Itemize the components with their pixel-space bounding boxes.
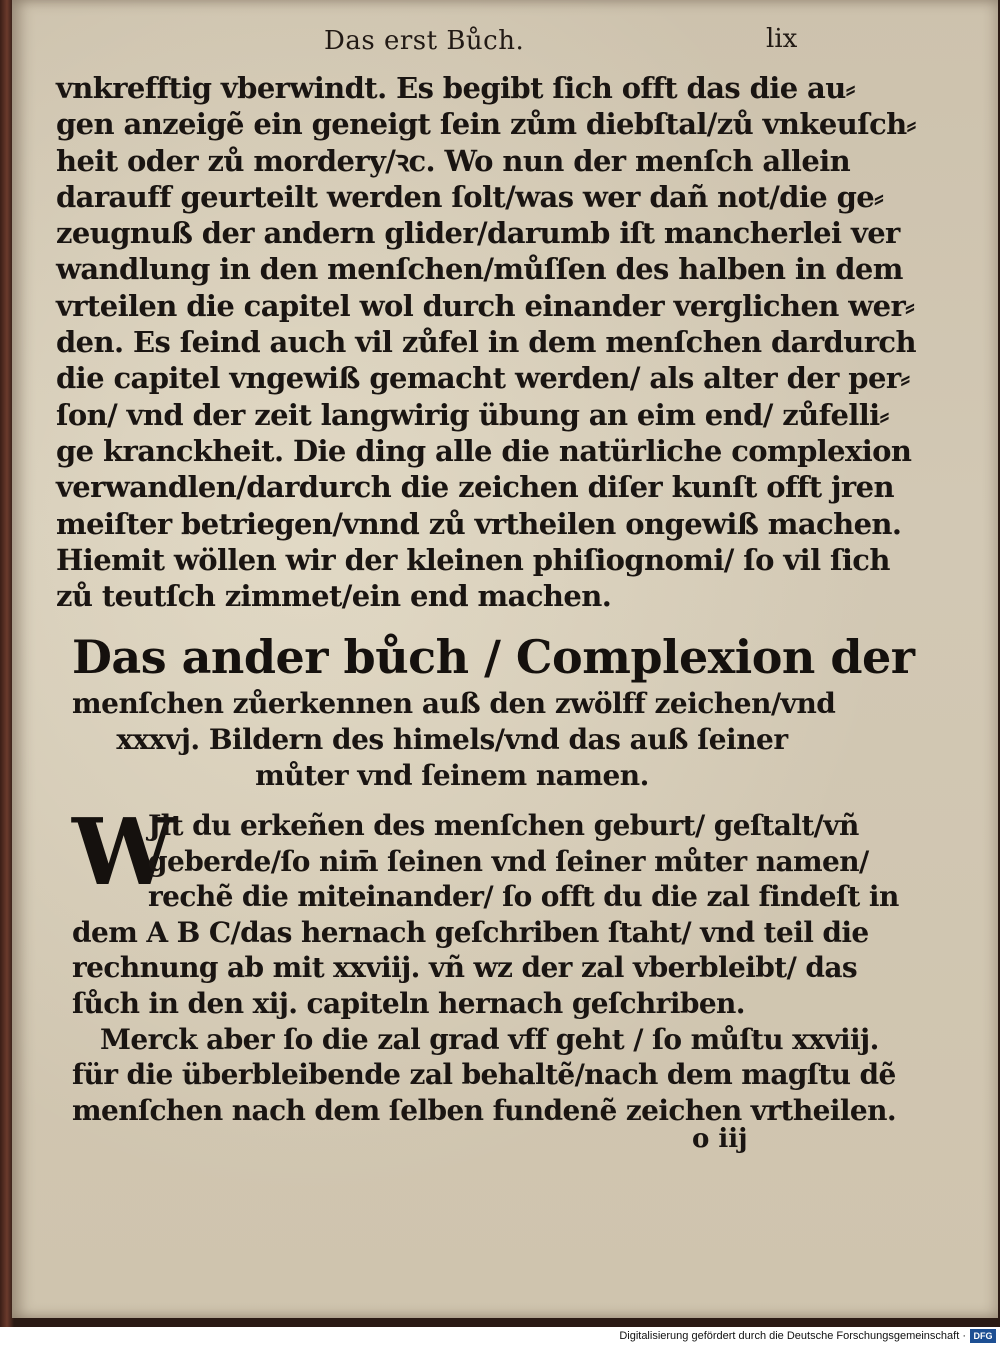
- dfg-logo-icon: DFG: [970, 1329, 996, 1343]
- subtitle-line: menſchen zůerkennen auß den zwölff zeichen/vnd: [72, 687, 836, 720]
- text-line: menſchen nach dem ſelben fundenẽ zeichen vrtheilen.: [72, 1093, 897, 1127]
- text-line: Hiemit wöllen wir der kleinen phiſiognomi/ ſo vil ſich: [56, 542, 890, 577]
- section-subtitle: [72, 686, 836, 794]
- page-header: [56, 20, 956, 60]
- text-line: vrteilen die capitel wol durch einander verglichen wer⸗: [56, 288, 915, 323]
- section-paragraph: [72, 798, 899, 1128]
- subtitle-line: můter vnd ſeinem namen.: [255, 759, 649, 792]
- text-line: vnkrefftig vberwindt. Es begibt ſich offt das die au⸗: [56, 71, 855, 105]
- text-line: gen anzeigẽ ein geneigt ſein zům diebſtal/zů vnkeuſch⸗: [56, 107, 916, 142]
- text-line: rechẽ die miteinander/ ſo offt du die zal findeſt in: [148, 880, 899, 914]
- text-line: die capitel vngewiß gemacht werden/ als alter der per⸗: [56, 361, 910, 396]
- text-line: rechnung ab mit xxviij. vñ wz der zal vberbleibt/ das: [72, 951, 858, 985]
- funding-credit: Digitalisierung gefördert durch die Deutsche Forschungsgemeinschaft ·: [619, 1330, 966, 1342]
- text-line: ſůch in den xij. capiteln hernach geſchriben.: [72, 986, 745, 1020]
- section-title: Das ander bůch / Complexion der: [72, 630, 915, 684]
- text-line: verwandlen/dardurch die zeichen diſer kunſt offt jren: [56, 470, 894, 505]
- text-line: Jlt du erkeñen des menſchen geburt/ geſtalt/vñ: [148, 809, 859, 842]
- text-line: meiſter betriegen/vnnd zů vrtheilen ongewiß machen.: [56, 506, 902, 541]
- text-line: zeugnuß der andern glider/darumb iſt mancherlei ver: [56, 216, 900, 251]
- text-line: den. Es ſeind auch vil zůfel in dem menſchen dardurch: [56, 325, 916, 360]
- subtitle-line: xxxvj. Bildern des himels/vnd das auß ſeiner: [116, 723, 788, 756]
- signature-mark: o iij: [692, 1124, 748, 1154]
- text-line: ſon/ vnd der zeit langwirig übung an eim end/ zůfelli⸗: [56, 397, 889, 432]
- decorated-initial: W: [72, 798, 176, 906]
- footer-bar: [0, 1327, 1000, 1347]
- text-line: zů teutſch zimmet/ein end machen.: [56, 579, 612, 614]
- text-line: dem A B C/das hernach geſchriben ſtaht/ vnd teil die: [72, 915, 869, 949]
- body-text-block: [56, 70, 916, 614]
- page-paper: [12, 0, 998, 1318]
- text-line: heit oder zů mordery/ꝛc. Wo nun der menſch allein: [56, 143, 851, 178]
- text-line: wandlung in den menſchen/můſſen des halben in dem: [56, 252, 903, 287]
- text-line: Merck aber ſo die zal grad vff geht / ſo můſtu xxviij.: [100, 1022, 879, 1056]
- text-line: geberde/ſo nim̄ ſeinen vnd ſeiner můter namen/: [148, 844, 869, 878]
- text-line: ge kranckheit. Die ding alle die natürliche complexion: [56, 433, 912, 468]
- running-head: Das erst Bůch.: [324, 26, 525, 56]
- text-line: darauff geurteilt werden ſolt/was wer dañ not/die ge⸗: [56, 179, 884, 214]
- folio-number: lix: [766, 24, 798, 54]
- text-line: für die überbleibende zal behaltẽ/nach dem magſtu dẽ: [72, 1058, 896, 1092]
